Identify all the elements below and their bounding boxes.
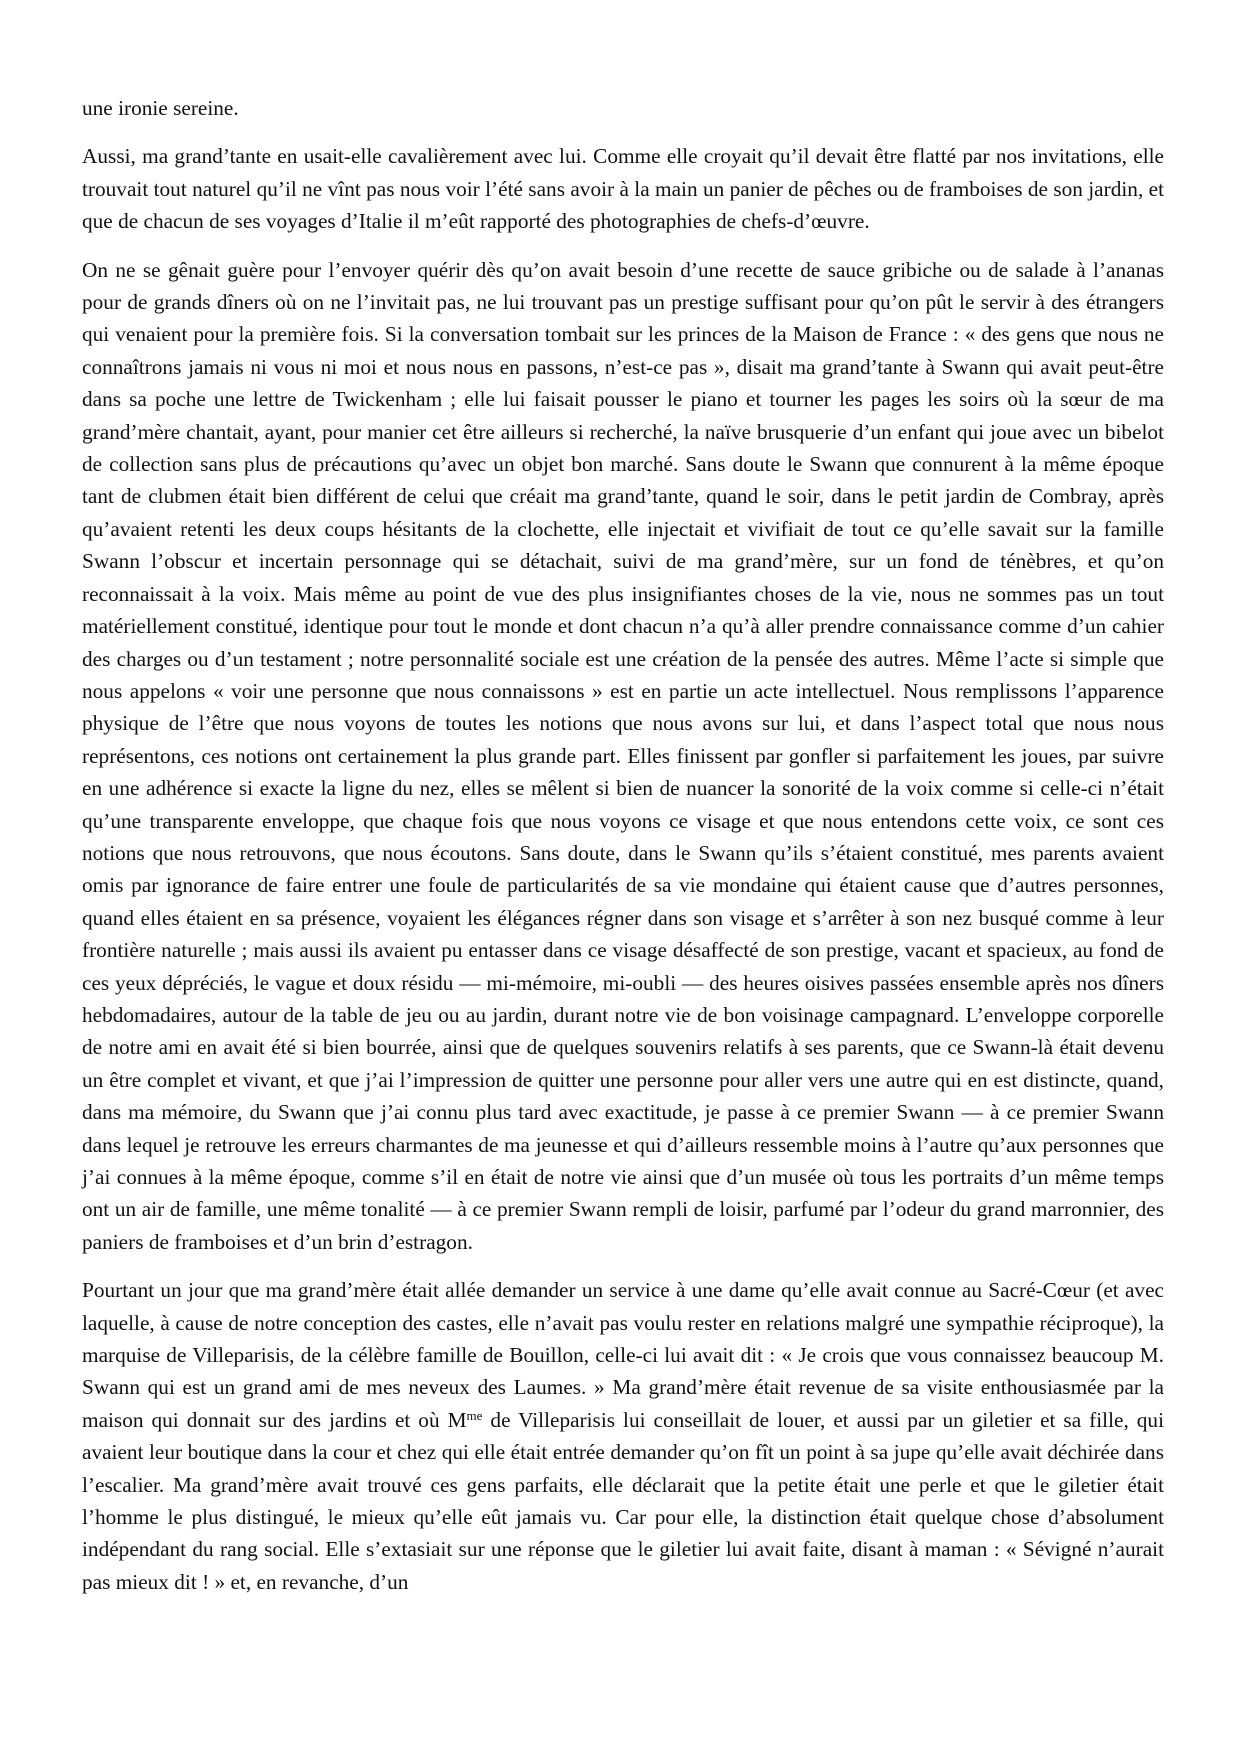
paragraph-4-superscript: me	[466, 1407, 483, 1423]
paragraph-2: Aussi, ma grand’tante en usait-elle cavalièrement avec lui. Comme elle croyait qu’il devait être flatté par nos invitations, elle trouvait tout naturel qu’il ne vînt pas nous voir l’été sans avoir à la main un panier de pêches ou de framboises de son jardin, et que de chacun de ses voyages d’Italie il m’eût rapporté des photographies de chefs-d’œuvre.	[82, 144, 1164, 234]
paragraph-4	[82, 1274, 1164, 1598]
paragraph-3: On ne se gênait guère pour l’envoyer quérir dès qu’on avait besoin d’une recette de sauce gribiche ou de salade à l’ananas pour de grands dîners où on ne l’invitait pas, ne lui trouvant pas un prestige suffisant pour qu’on pût le servir à des étrangers qui venaient pour la première fois. Si la conversation tombait sur les princes de la Maison de France : « des gens que nous ne connaîtrons jamais ni vous ni moi et nous nous en passons, n’est-ce pas », disait ma grand’tante à Swann qui avait peut-être dans sa poche une lettre de Twickenham ; elle lui faisait pousser le piano et tourner les pages les soirs où la sœur de ma grand’mère chantait, ayant, pour manier cet être ailleurs si recherché, la naïve brusquerie d’un enfant qui joue avec un bibelot de collection sans plus de précautions qu’avec un objet bon marché. Sans doute le Swann que connurent à la même époque tant de clubmen était bien différent de celui que créait ma grand’tante, quand le soir, dans le petit jardin de Combray, après qu’avaient retenti les deux coups hésitants de la clochette, elle injectait et vivifiait de tout ce qu’elle savait sur la famille Swann l’obscur et incertain personnage qui se détachait, suivi de ma grand’mère, sur un fond de ténèbres, et qu’on reconnaissait à la voix. Mais même au point de vue des plus insignifiantes choses de la vie, nous ne sommes pas un tout matériellement constitué, identique pour tout le monde et dont chacun n’a qu’à aller prendre connaissance comme d’un cahier des charges ou d’un testament ; notre personnalité sociale est une création de la pensée des autres. Même l’acte si simple que nous appelons « voir une personne que nous connaissons » est en partie un acte intellectuel. Nous remplissons l’apparence physique de l’être que nous voyons de toutes les notions que nous avons sur lui, et dans l’aspect total que nous nous représentons, ces notions ont certainement la plus grande part. Elles finissent par gonfler si parfaitement les joues, par suivre en une adhérence si exacte la ligne du nez, elles se mêlent si bien de nuancer la sonorité de la voix comme si celle-ci n’était qu’une transparente enveloppe, que chaque fois que nous voyons ce visage et que nous entendons cette voix, ce sont ces notions que nous retrouvons, que nous écoutons. Sans doute, dans le Swann qu’ils s’étaient constitué, mes parents avaient omis par ignorance de faire entrer une foule de particularités de sa vie mondaine qui étaient cause que d’autres personnes, quand elles étaient en sa présence, voyaient les élégances régner dans son visage et s’arrêter à son nez busqué comme à leur frontière naturelle ; mais aussi ils avaient pu entasser dans ce visage désaffecté de son prestige, vacant et spacieux, au fond de ces yeux dépréciés, le vague et doux résidu — mi-mémoire, mi-oubli — des heures oisives passées ensemble après nos dîners hebdomadaires, autour de la table de jeu ou au jardin, durant notre vie de bon voisinage campagnard. L’enveloppe corporelle de notre ami en avait été si bien bourrée, ainsi que de quelques souvenirs relatifs à ses parents, que ce Swann-là était devenu un être complet et vivant, et que j’ai l’impression de quitter une personne pour aller vers une autre qui en est distincte, quand, dans ma mémoire, du Swann que j’ai connu plus tard avec exactitude, je passe à ce premier Swann — à ce premier Swann dans lequel je retrouve les erreurs charmantes de ma jeunesse et qui d’ailleurs ressemble moins à l’autre qu’aux personnes que j’ai connues à la même époque, comme s’il en était de notre vie ainsi que d’un musée où tous les portraits d’un même temps ont un air de famille, une même tonalité — à ce premier Swann rempli de loisir, parfumé par l’odeur du grand marronnier, des paniers de framboises et d’un brin d’estragon.	[82, 257, 1164, 1254]
paragraph-4-text-after: de Villeparisis lui conseillait de louer, et aussi par un giletier et sa fille, qui avaient leur boutique dans la cour et chez qui elle était entrée demander qu’on fît un point à sa jupe qu’elle avait déchirée dans l’escalier. Ma grand’mère avait trouvé ces gens parfaits, elle déclarait que la petite était une perle et que le giletier était l’homme le plus distingué, le mieux qu’elle eût jamais vu. Car pour elle, la distinction était quelque chose d’absolument indépendant du rang social. Elle s’extasiait sur une réponse que le giletier lui avait faite, disant à maman : « Sévigné n’aurait pas mieux dit ! » et, en revanche, d’un	[82, 1407, 1164, 1594]
paragraph-1: une ironie sereine.	[82, 96, 239, 120]
paragraph-4-text-before: Pourtant un jour que ma grand’mère était allée demander un service à une dame qu’elle avait connue au Sacré-Cœur (et avec laquelle, à cause de notre conception des castes, elle n’avait pas voulu rester en relations malgré une sympathie réciproque), la marquise de Villeparisis, de la célèbre famille de Bouillon, celle-ci lui avait dit : « Je crois que vous connaissez beaucoup M. Swann qui est un grand ami de mes neveux des Laumes. » Ma grand’mère était revenue de sa visite enthousiasmée par la maison qui donnait sur des jardins et où M	[82, 1278, 1164, 1432]
